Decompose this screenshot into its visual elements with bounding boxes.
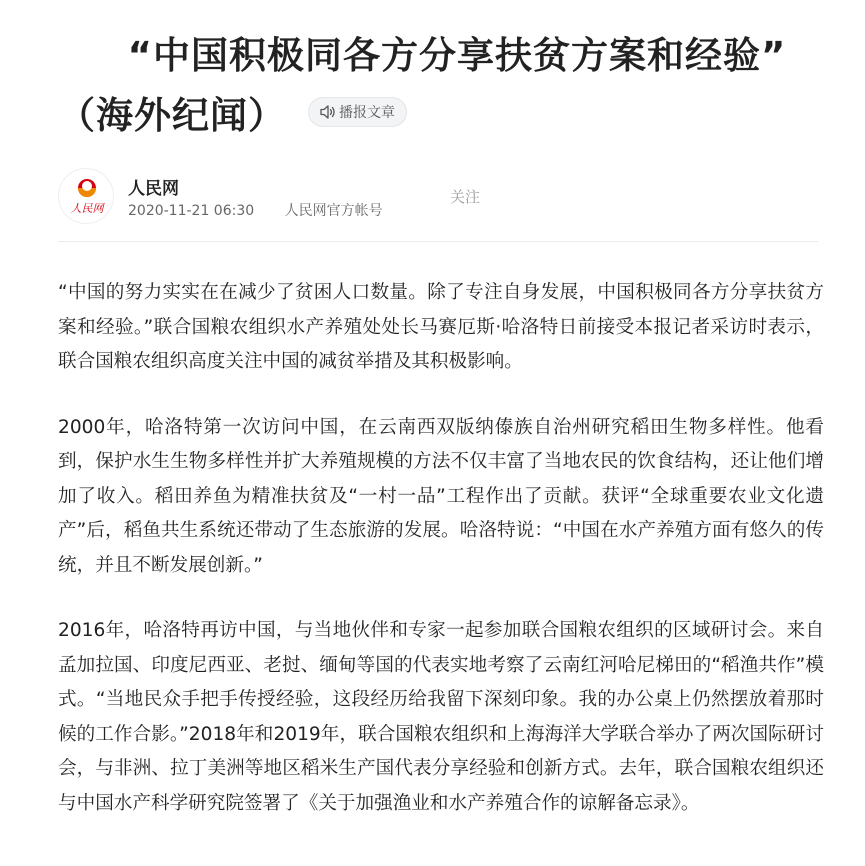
avatar[interactable] [58,168,114,224]
article-title-line-2-row [58,84,848,140]
article-paragraph: 2000年，哈洛特第一次访问中国，在云南西双版纳傣族自治州研究稻田生物多样性。他看到，保护水生生物多样性并扩大养殖规模的方法不仅丰富了当地农民的饮食结构，还让他们增加了收入。稻田养鱼为精准扶贫及“一村一品”工程作出了贡献。获评“全球重要农业文化遗产”后，稻鱼共生系统还带动了生态旅游的发展。哈洛特说：“中国在水产养殖方面有悠久的传统，并且不断发展创新。” [58,416,824,576]
author-name[interactable]: 人民网 [128,179,179,199]
listen-article-button[interactable] [308,97,407,127]
people-daily-logo [59,169,114,224]
article-body [58,276,824,852]
author-meta [128,200,383,220]
speaker-icon [320,105,336,119]
article-title-line-1: “中国积极同各方分享扶贫方案和经验” [127,34,787,77]
article-paragraph: “中国的努力实实在在减少了贫困人口数量。除了专注自身发展，中国积极同各方分享扶贫方案和经验。”联合国粮农组织水产养殖处处长马赛厄斯·哈洛特日前接受本报记者采访时表示，联合国粮农组织高度关注中国的减贫举措及其积极影响。 [58,282,824,372]
article-title [58,28,848,140]
author-row [58,168,818,228]
listen-article-label: 播报文章 [339,105,395,121]
logo-text: 人民网 [70,202,104,215]
account-type: 人民网官方帐号 [284,203,383,219]
divider [58,241,818,242]
article-title-line-2: （海外纪闻） [58,94,286,137]
follow-button[interactable]: 关注 [450,188,481,206]
publish-datetime: 2020-11-21 06:30 [128,203,255,219]
article-paragraph: 2016年，哈洛特再访中国，与当地伙伴和专家一起参加联合国粮农组织的区域研讨会。来自孟加拉国、印度尼西亚、老挝、缅甸等国的代表实地考察了云南红河哈尼梯田的“稻渔共作”模式。“当地民众手把手传授经验，这段经历给我留下深刻印象。我的办公桌上仍然摆放着那时候的工作合影。”2018年和2019年，联合国粮农组织和上海海洋大学联合举办了两次国际研讨会，与非洲、拉丁美洲等地区稻米生产国代表分享经验和创新方式。去年，联合国粮农组织还与中国水产科学研究院签署了《关于加强渔业和水产养殖合作的谅解备忘录》。 [58,620,824,814]
